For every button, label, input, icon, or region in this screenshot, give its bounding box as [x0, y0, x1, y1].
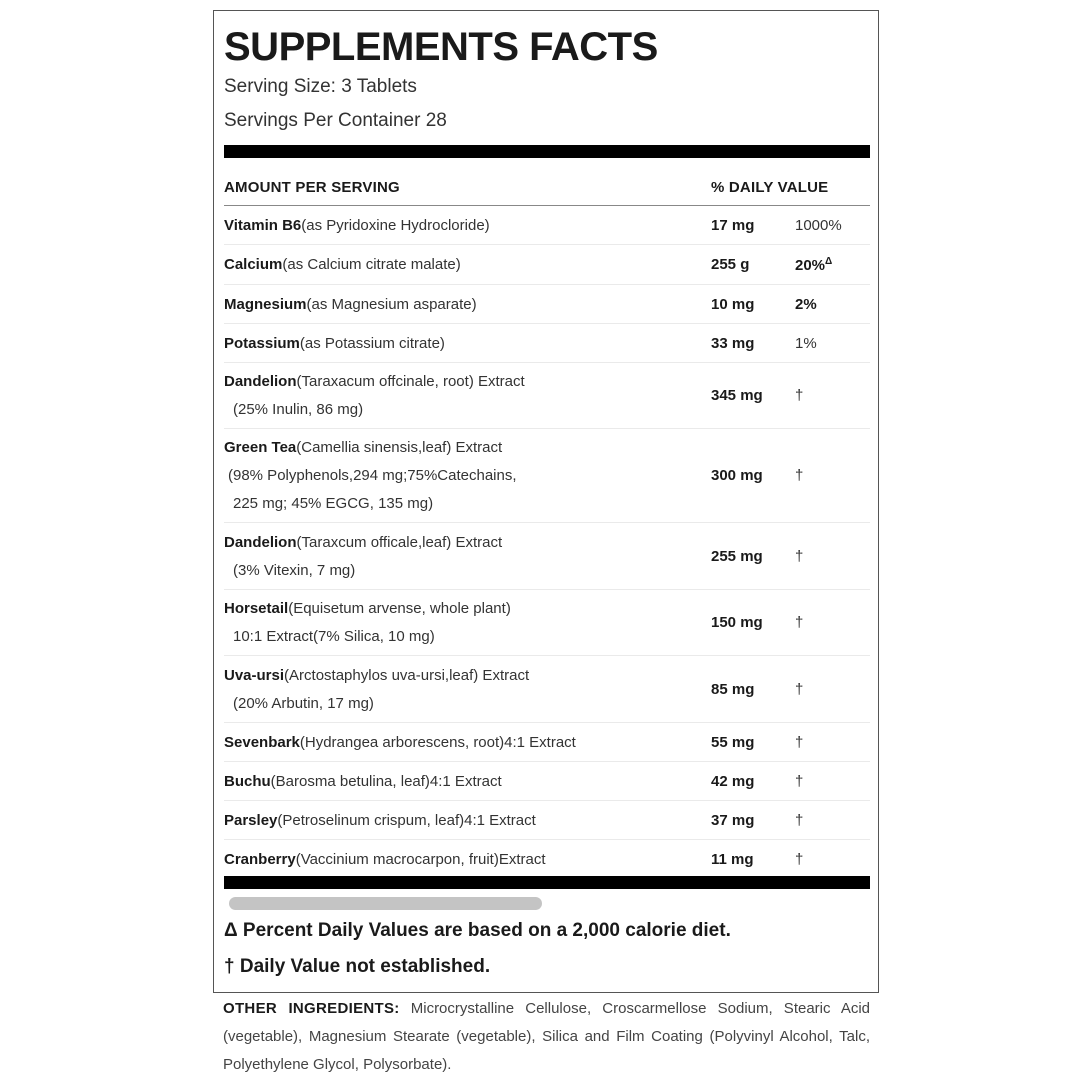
panel-title: SUPPLEMENTS FACTS — [224, 25, 658, 69]
ingredient-name — [224, 330, 445, 358]
table-row — [224, 801, 870, 840]
table-row — [224, 590, 870, 656]
ingredient-line — [224, 812, 536, 829]
footnote-delta: Δ Percent Daily Values are based on a 2,000 calorie diet. — [224, 920, 731, 941]
ingredient-description: (Petroselinum crispum, leaf)4:1 Extract — [277, 812, 536, 829]
horizontal-scrollbar[interactable] — [229, 897, 542, 910]
amount-value: 17 mg — [711, 217, 755, 234]
nutrient-table — [224, 206, 870, 879]
ingredient-description: (Arctostaphylos uva-ursi,leaf) Extract — [284, 667, 530, 684]
ingredient-title: Sevenbark — [224, 734, 300, 751]
ingredient-title: Green Tea — [224, 439, 297, 456]
daily-value-text: † — [795, 614, 804, 631]
ingredient-title: Vitamin B6 — [224, 217, 302, 234]
amount-value: 300 mg — [711, 467, 763, 484]
table-row — [224, 656, 870, 723]
amount-value: 42 mg — [711, 773, 755, 790]
daily-value — [795, 296, 817, 313]
ingredient-description: (as Calcium citrate malate) — [282, 256, 461, 273]
amount-per-serving-header: AMOUNT PER SERVING — [224, 179, 400, 196]
ingredient-line — [224, 600, 511, 617]
ingredient-title: Horsetail — [224, 600, 289, 617]
amount-value: 345 mg — [711, 387, 763, 404]
ingredient-name — [224, 368, 525, 424]
ingredient-description: (Taraxcum officale,leaf) Extract — [296, 534, 503, 551]
ingredient-line — [224, 256, 461, 273]
other-ingredients-text: Microcrystalline Cellulose, Croscarmellose Sodium, Stearic Acid (vegetable), Magnesium Stearate (vegetable), Silica and Film Coating (Polyvinyl Alcohol, Talc, Polyethylene Glycol, Polysorbate). — [223, 1000, 871, 1073]
table-row — [224, 363, 870, 429]
ingredient-line — [224, 373, 525, 390]
daily-value — [795, 734, 803, 751]
ingredient-description: (Hydrangea arborescens, root)4:1 Extract — [299, 734, 576, 751]
amount-value: 255 mg — [711, 548, 763, 565]
daily-value-text: † — [795, 773, 804, 790]
ingredient-description: (Equisetum arvense, whole plant) — [288, 600, 511, 617]
daily-value-text: 1000% — [795, 217, 842, 234]
amount-value: 85 mg — [711, 681, 755, 698]
ingredient-name — [224, 434, 517, 518]
daily-value-text: † — [795, 734, 804, 751]
serving-size: Serving Size: 3 Tablets — [224, 76, 417, 97]
ingredient-name — [224, 291, 477, 319]
delta-mark: Δ — [825, 256, 833, 267]
ingredient-name — [224, 212, 490, 240]
daily-value — [795, 387, 803, 404]
ingredient-title: Calcium — [224, 256, 283, 273]
ingredient-name — [224, 251, 461, 279]
daily-value — [795, 773, 803, 790]
daily-value — [795, 467, 803, 484]
ingredient-title: Cranberry — [224, 851, 296, 868]
other-ingredients-label: OTHER INGREDIENTS: — [223, 1000, 400, 1017]
ingredient-line — [224, 296, 477, 313]
table-row — [224, 285, 870, 324]
ingredient-line — [224, 534, 502, 551]
daily-value-text: 1% — [795, 335, 817, 352]
table-row — [224, 206, 870, 245]
daily-value — [795, 812, 803, 829]
daily-value — [795, 256, 832, 274]
footnote-dagger: † Daily Value not established. — [224, 956, 491, 977]
daily-value-text: 2% — [795, 296, 817, 313]
ingredient-description: (Barosma betulina, leaf)4:1 Extract — [270, 773, 502, 790]
table-row — [224, 762, 870, 801]
ingredient-name — [224, 807, 536, 835]
daily-value-text: † — [795, 812, 804, 829]
ingredient-name — [224, 662, 529, 718]
servings-per-container: Servings Per Container 28 — [224, 110, 447, 131]
ingredient-title: Dandelion — [224, 373, 297, 390]
ingredient-detail: 225 mg; 45% EGCG, 135 mg) — [233, 495, 434, 512]
amount-value: 150 mg — [711, 614, 763, 631]
ingredient-title: Parsley — [224, 812, 278, 829]
ingredient-detail: 10:1 Extract(7% Silica, 10 mg) — [233, 628, 435, 645]
ingredient-title: Dandelion — [224, 534, 297, 551]
divider-thick — [224, 145, 870, 158]
table-row — [224, 840, 870, 879]
ingredient-line — [224, 217, 490, 234]
ingredient-name — [224, 729, 576, 757]
supplement-facts-panel — [213, 10, 879, 993]
daily-value-text: 20% — [795, 257, 826, 274]
ingredient-description: (as Magnesium asparate) — [306, 296, 477, 313]
ingredient-title: Potassium — [224, 335, 300, 352]
daily-value-text: † — [795, 467, 804, 484]
daily-value — [795, 681, 803, 698]
daily-value — [795, 614, 803, 631]
daily-value-header: % DAILY VALUE — [711, 179, 829, 196]
daily-value-text: † — [795, 548, 804, 565]
amount-value: 33 mg — [711, 335, 755, 352]
daily-value — [795, 851, 803, 868]
daily-value — [795, 335, 817, 352]
ingredient-description: (Vaccinium macrocarpon, fruit)Extract — [295, 851, 546, 868]
ingredient-detail: (20% Arbutin, 17 mg) — [233, 695, 374, 712]
daily-value — [795, 217, 842, 234]
ingredient-name — [224, 846, 546, 874]
table-row — [224, 723, 870, 762]
other-ingredients — [223, 995, 870, 1079]
ingredient-title: Uva-ursi — [224, 667, 285, 684]
amount-value: 255 g — [711, 256, 750, 273]
table-row — [224, 429, 870, 523]
daily-value-text: † — [795, 387, 804, 404]
ingredient-description: (Taraxacum offcinale, root) Extract — [296, 373, 525, 390]
ingredient-line — [224, 851, 546, 868]
daily-value — [795, 548, 803, 565]
ingredient-line — [224, 734, 576, 751]
amount-value: 55 mg — [711, 734, 755, 751]
ingredient-description: (Camellia sinensis,leaf) Extract — [296, 439, 503, 456]
ingredient-line — [224, 335, 445, 352]
ingredient-name — [224, 529, 502, 585]
ingredient-title: Magnesium — [224, 296, 307, 313]
ingredient-line — [224, 773, 502, 790]
daily-value-text: † — [795, 681, 804, 698]
amount-value: 11 mg — [711, 851, 754, 868]
ingredient-detail: (98% Polyphenols,294 mg;75%Catechains, — [228, 467, 517, 484]
ingredient-title: Buchu — [224, 773, 271, 790]
amount-value: 37 mg — [711, 812, 755, 829]
table-row — [224, 245, 870, 285]
ingredient-description: (as Potassium citrate) — [299, 335, 445, 352]
ingredient-detail: (3% Vitexin, 7 mg) — [233, 562, 356, 579]
table-row — [224, 324, 870, 363]
daily-value-text: † — [795, 851, 804, 868]
ingredient-name — [224, 768, 502, 796]
ingredient-detail: (25% Inulin, 86 mg) — [233, 401, 364, 418]
ingredient-name — [224, 595, 511, 651]
table-row — [224, 523, 870, 590]
ingredient-line — [224, 667, 529, 684]
ingredient-line — [224, 439, 502, 456]
divider-thick-bottom — [224, 876, 870, 889]
ingredient-description: (as Pyridoxine Hydrocloride) — [301, 217, 490, 234]
amount-value: 10 mg — [711, 296, 755, 313]
